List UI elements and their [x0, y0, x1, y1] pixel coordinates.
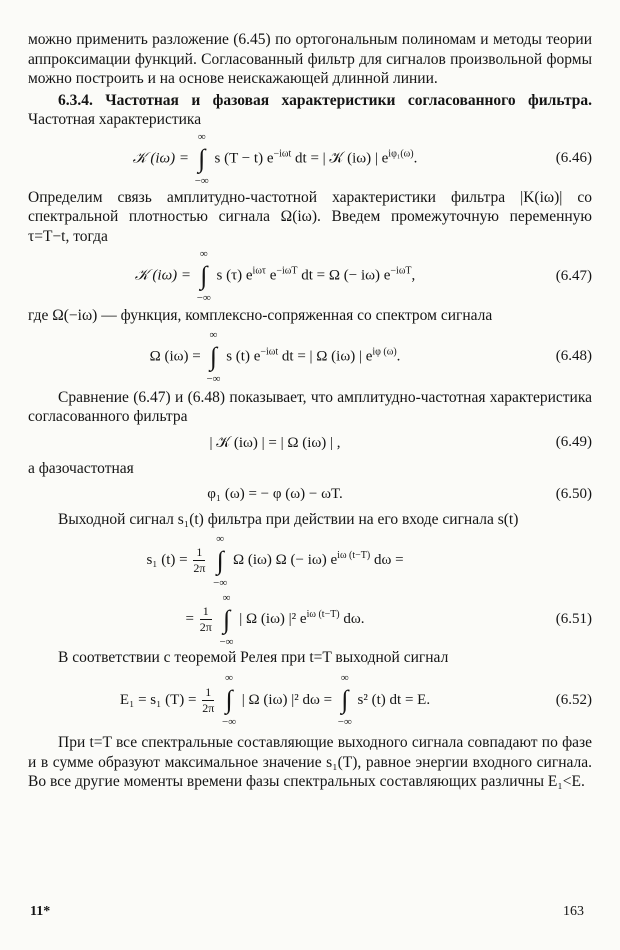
section-paragraph	[28, 91, 592, 130]
paragraph-5: а фазочастотная	[28, 459, 134, 477]
eq-lhs: 𝒦 (iω) =	[132, 149, 189, 166]
equation-number: (6.48)	[555, 348, 592, 364]
equation-6-48: Ω (iω) = ∞ ∫ −∞ s (t) $e^{-i\omega t}$ dt = | Ω (iω) | $e^{i\varphi (\omega)}$. (6.48)	[149, 328, 592, 385]
equation-number: (6.52)	[555, 691, 592, 708]
paragraph-7: В соответствии с теоремой Релея при t=T выходной сигнал	[58, 648, 449, 666]
eq-rhs: dt = | 𝒦 (iω) | e	[295, 149, 389, 166]
fraction: $\frac{1}{2\pi}$	[202, 684, 215, 715]
equation-6-51-line-1: s₁ (t) = $\frac{1}{2\pi}$ ∞ ∫ −∞ Ω (iω) Ω (− iω) $e^{i\omega (t-T)}$ dω =	[146, 532, 404, 589]
equation-6-52: E₁ = s₁ (T) = $\frac{1}{2\pi}$ ∞ ∫ −∞ | Ω (iω) |² dω = ∞ ∫ −∞ s² (t) dt = E. (6.52)	[119, 672, 592, 728]
page-content	[28, 30, 592, 792]
paragraph-2: Определим связь амплитудно-частотной характеристики фильтра |K(iω)| со спектральной плотностью сигнала Ω(iω). Введем промежуточную переменную τ=T−t, тогда	[28, 188, 592, 245]
equation-6-47: 𝒦 (iω) = ∞ ∫ −∞ s (τ) $e^{i\omega\tau}$ $e^{-i\omega T}$ dt = Ω (− iω) $e^{-i\omega T}$, (6.47)	[134, 248, 592, 304]
integral-sign: ∞ ∫ −∞	[219, 591, 234, 648]
paragraph-1: можно применить разложение (6.45) по ортогональным полиномам и методы теории аппроксимации функций. Согласованный фильтр для сигналов произвольной формы можно построить и на основе неискажающей длинной линии.	[28, 31, 592, 87]
eq-lhs: Ω (iω) =	[149, 347, 201, 364]
section-heading: 6.3.4. Частотная и фазовая характеристики согласованного фильтра.	[58, 91, 592, 109]
section-text: Частотная характеристика	[28, 111, 202, 128]
equation-number: (6.50)	[555, 485, 592, 502]
integral-sign: ∞ ∫ −∞	[337, 672, 352, 728]
equation-number: (6.47)	[555, 267, 592, 284]
integral-sign: ∞ ∫ −∞	[194, 130, 209, 187]
integral-sign: ∞ ∫ −∞	[221, 672, 237, 728]
equation-number: (6.46)	[555, 150, 592, 166]
integral-sign: ∞ ∫ −∞	[206, 328, 221, 385]
fraction: $\frac{1}{2\pi}$	[199, 604, 212, 634]
eq-lhs: 𝒦 (iω) =	[134, 267, 192, 284]
eq-integrand: s (T − t) e	[214, 149, 274, 166]
equation-number: (6.49)	[555, 434, 592, 450]
paragraph-4: Сравнение (6.47) и (6.48) показывает, что амплитудно-частотная характеристика согласованного фильтра	[28, 388, 592, 425]
signature-mark: 11*	[30, 904, 51, 919]
equation-6-50: φ₁ (ω) = − φ (ω) − ωT. (6.50)	[207, 485, 592, 502]
equation-6-51-line-2: = $\frac{1}{2\pi}$ ∞ ∫ −∞ | Ω (iω) |² $e^{i\omega (t-T)}$ dω. (6.51)	[185, 591, 592, 648]
page-number: 163	[563, 904, 584, 919]
paragraph-6: Выходной сигнал s₁(t) фильтра при действии на его входе сигнала s(t)	[58, 511, 519, 528]
integral-sign: ∞ ∫ −∞	[196, 248, 211, 304]
paragraph-8: При t=T все спектральные составляющие выходного сигнала совпадают по фазе и в сумме образуют максимальное значение s₁(T), равное энергии входного сигнала. Во все другие моменты времени фазы спектральных составляющих различны E₁<E.	[28, 734, 592, 790]
paragraph-3: где Ω(−iω) — функция, комплексно-сопряженная со спектром сигнала	[28, 307, 493, 324]
equation-number: (6.51)	[555, 611, 592, 627]
equation-6-49: | 𝒦 (iω) | = | Ω (iω) | , (6.49)	[209, 434, 592, 451]
fraction: $\frac{1}{2\pi}$	[193, 545, 206, 575]
equation-6-46: 𝒦 (iω) = ∞ ∫ −∞ s (T − t) $e^{-i\omega t}$ dt = | 𝒦 (iω) | $e^{i\varphi_1(\omega)}$. (6.46)	[132, 130, 592, 187]
integral-sign: ∞ ∫ −∞	[213, 532, 228, 589]
